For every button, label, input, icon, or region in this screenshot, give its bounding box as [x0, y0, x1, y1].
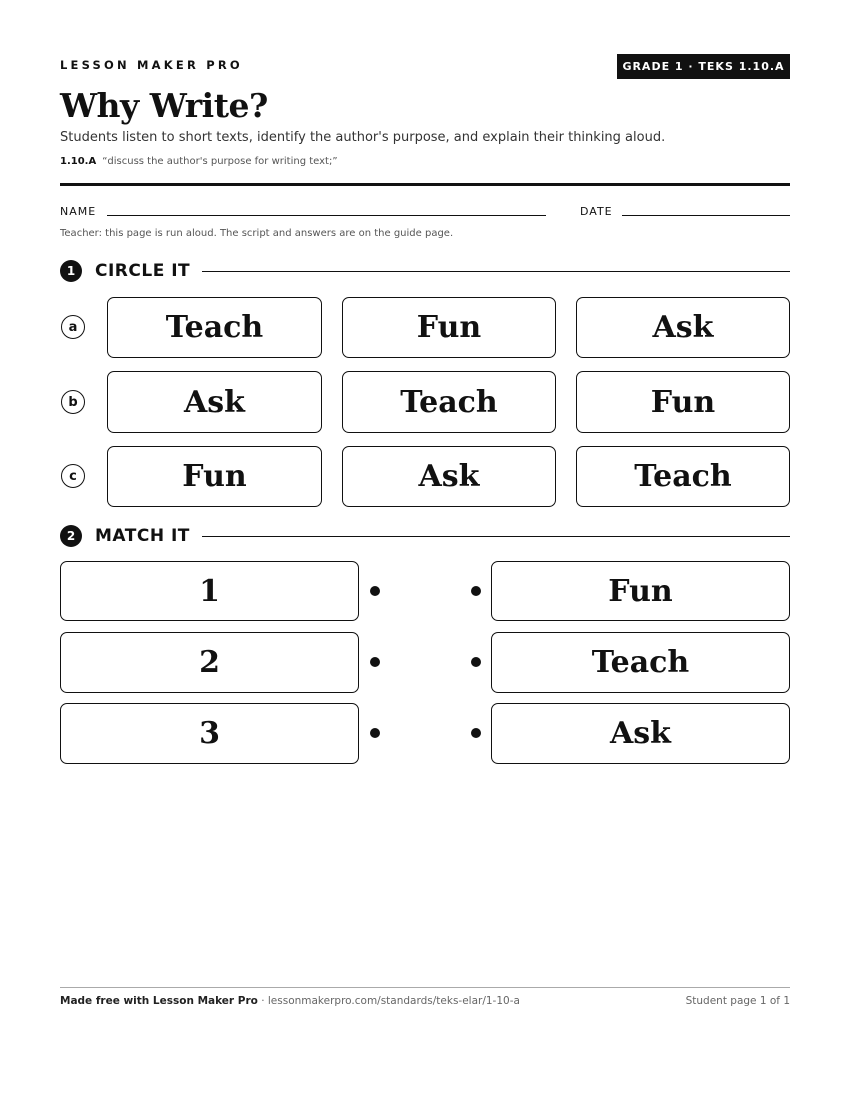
page-title: Why Write?: [60, 86, 268, 125]
date-field[interactable]: [622, 215, 790, 216]
page-subtitle: Students listen to short texts, identify the author's purpose, and explain their thinking aloud.: [60, 130, 666, 145]
match-dot[interactable]: [370, 657, 380, 667]
section-circle-it-header: [60, 260, 790, 282]
brand-name: LESSON MAKER PRO: [60, 58, 243, 72]
match-dot[interactable]: [370, 728, 380, 738]
section-number: 1: [60, 260, 82, 282]
footer-page-number: Student page 1 of 1: [685, 995, 790, 1007]
choice-box[interactable]: Ask: [107, 371, 322, 433]
choice-box[interactable]: Fun: [107, 446, 322, 507]
section-rule: [202, 271, 790, 272]
row-label-c: c: [61, 464, 85, 488]
match-dot[interactable]: [471, 728, 481, 738]
match-left-box[interactable]: 1: [60, 561, 359, 621]
name-label: NAME: [60, 205, 97, 218]
match-dot[interactable]: [471, 657, 481, 667]
match-right-box[interactable]: Teach: [491, 632, 790, 693]
date-label: DATE: [580, 205, 613, 218]
match-right-box[interactable]: Ask: [491, 703, 790, 764]
grade-badge: GRADE 1 · TEKS 1.10.A: [617, 54, 790, 79]
standard-line: [60, 156, 338, 167]
section-label: MATCH IT: [95, 526, 190, 546]
choice-box[interactable]: Ask: [576, 297, 790, 358]
choice-box[interactable]: Teach: [342, 371, 556, 433]
match-dot[interactable]: [370, 586, 380, 596]
section-rule: [202, 536, 790, 537]
standard-code: 1.10.A: [60, 156, 97, 167]
match-dot[interactable]: [471, 586, 481, 596]
choice-box[interactable]: Fun: [576, 371, 790, 433]
choice-box[interactable]: Teach: [107, 297, 322, 358]
teacher-note: Teacher: this page is run aloud. The script and answers are on the guide page.: [60, 228, 454, 239]
footer-divider: [60, 987, 790, 988]
row-label-b: b: [61, 390, 85, 414]
name-field[interactable]: [107, 215, 546, 216]
choice-box[interactable]: Teach: [576, 446, 790, 507]
footer-credit: [60, 995, 520, 1007]
footer-made-with: Made free with Lesson Maker Pro: [60, 995, 258, 1007]
section-match-it-header: [60, 525, 790, 547]
footer-url[interactable]: · lessonmakerpro.com/standards/teks-elar/1-10-a: [257, 995, 520, 1007]
match-left-box[interactable]: 3: [60, 703, 359, 764]
match-left-box[interactable]: 2: [60, 632, 359, 693]
section-number: 2: [60, 525, 82, 547]
section-label: CIRCLE IT: [95, 261, 191, 281]
header-divider: [60, 183, 790, 186]
choice-box[interactable]: Fun: [342, 297, 556, 358]
match-right-box[interactable]: Fun: [491, 561, 790, 621]
row-label-a: a: [61, 315, 85, 339]
standard-text: “discuss the author's purpose for writing text;”: [102, 156, 338, 167]
choice-box[interactable]: Ask: [342, 446, 556, 507]
